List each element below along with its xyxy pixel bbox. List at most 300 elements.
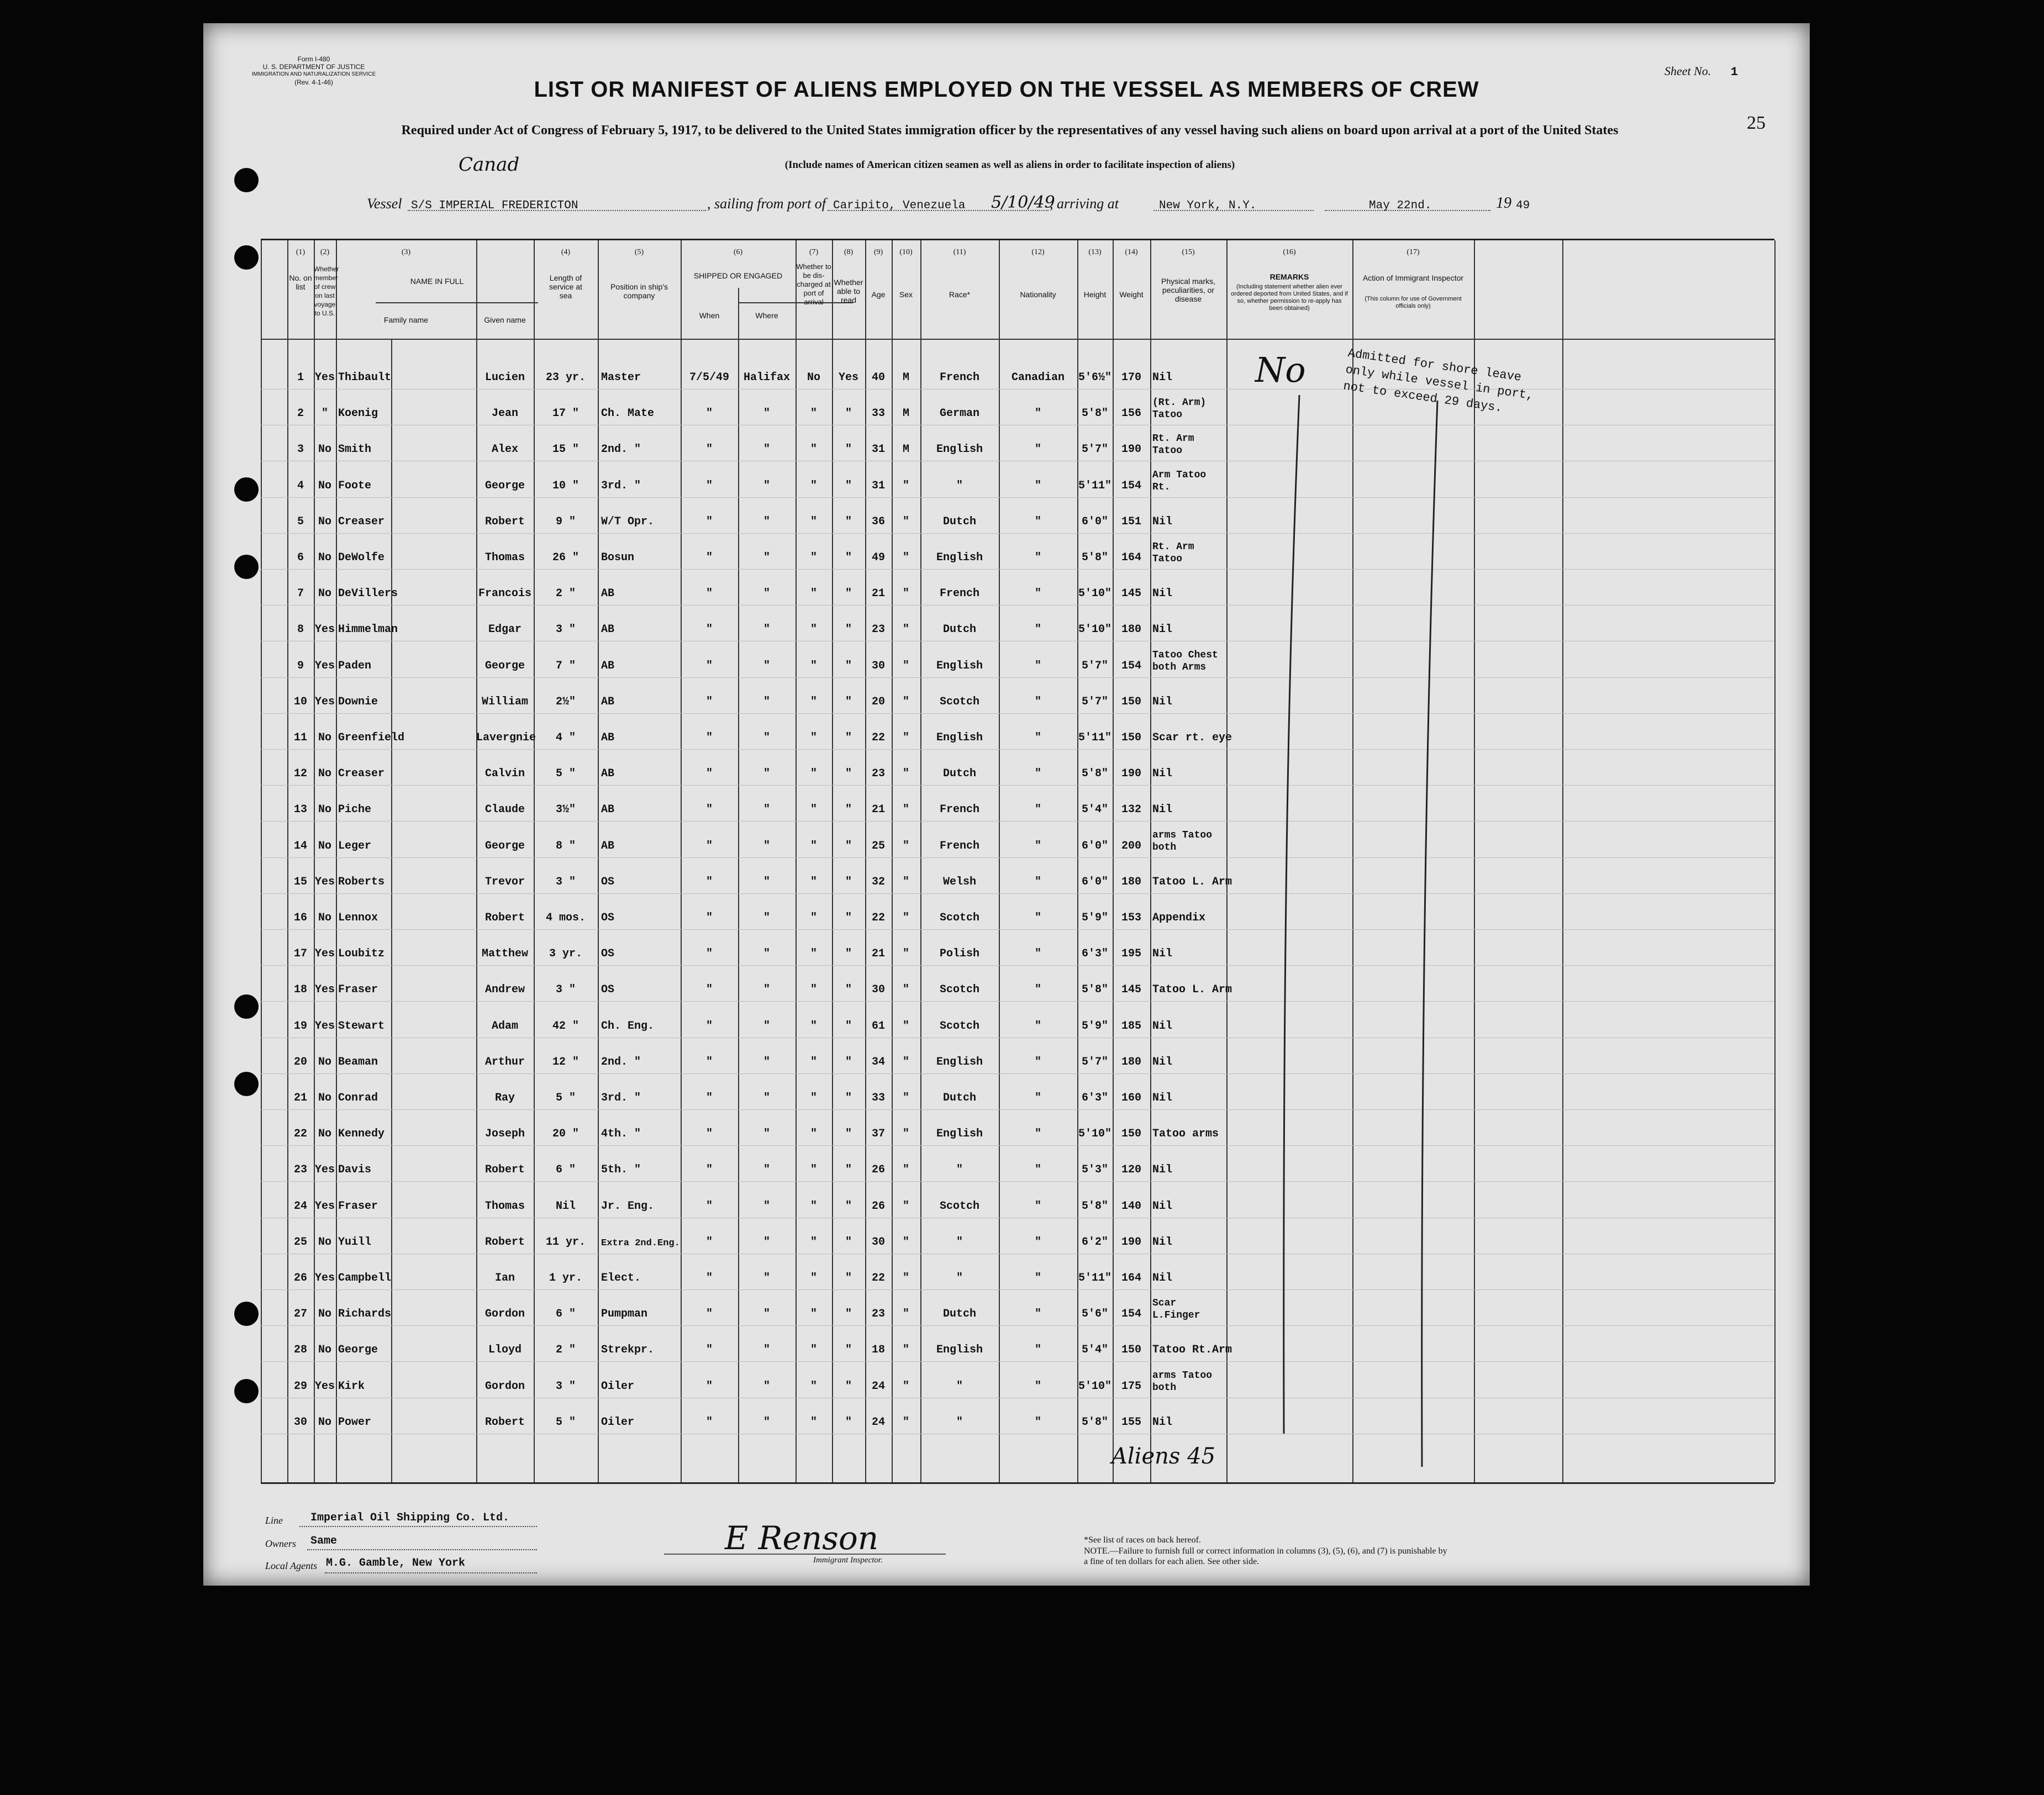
able-to-read: " [845, 515, 852, 528]
row-number: 23 [293, 1164, 307, 1177]
shipped-when: " [705, 1344, 713, 1357]
nationality: " [1034, 659, 1041, 672]
physical-marks: Nil [1152, 515, 1173, 528]
age: 26 [871, 1199, 885, 1213]
table-row [261, 425, 1774, 461]
physical-marks: arms Tatoo both [1152, 829, 1213, 853]
col-height: Height [1083, 290, 1107, 299]
able-to-read: " [845, 1308, 852, 1321]
punch-hole [234, 1302, 259, 1326]
given-name: Gordon [484, 1308, 525, 1321]
col-remarks-note: (Including statement whether alien ever ordered deported from United States, and if so, whether permission to re-apply has been obtained) [1231, 283, 1348, 312]
weight: 185 [1121, 1019, 1141, 1033]
length-of-service: 4 mos. [545, 912, 586, 924]
race: Dutch [942, 623, 976, 636]
col-num-15: (15) [1182, 248, 1195, 256]
race: English [936, 1055, 983, 1068]
height: 5'10" [1078, 1380, 1111, 1393]
col-num-13: (13) [1088, 248, 1102, 256]
age: 18 [871, 1344, 885, 1357]
table-row [261, 749, 1774, 786]
height: 5'7" [1081, 1055, 1108, 1068]
table-row [261, 857, 1774, 894]
nationality: " [1034, 443, 1041, 456]
given-name: Claude [484, 803, 525, 817]
shipped-when: 7/5/49 [689, 371, 729, 384]
family-name: Leger [338, 839, 372, 852]
height: 5'8" [1081, 767, 1108, 781]
able-to-read: " [845, 1199, 852, 1213]
weight: 150 [1121, 1128, 1141, 1141]
owners-value: Same [310, 1535, 338, 1547]
shipped-when: " [705, 1380, 713, 1393]
nationality: " [1034, 1199, 1041, 1213]
table-row [261, 641, 1774, 678]
table-row [261, 1038, 1774, 1074]
family-name: DeVillers [338, 587, 398, 601]
physical-marks: Tatoo L. Arm [1152, 875, 1232, 888]
row-number: 17 [293, 947, 307, 961]
discharged: " [810, 767, 817, 781]
able-to-read: " [845, 1380, 852, 1393]
discharged: " [810, 1272, 817, 1285]
sheet-label: Sheet No. [1664, 64, 1711, 78]
given-name: Robert [484, 912, 525, 924]
height: 5'6½" [1078, 371, 1111, 384]
table-row [261, 1145, 1774, 1182]
shipped-where: " [763, 551, 770, 564]
age: 21 [871, 803, 885, 817]
nationality: " [1034, 1235, 1041, 1249]
sex: " [902, 1272, 909, 1285]
vessel-name: S/S IMPERIAL FREDERICTON [411, 199, 578, 212]
discharged: " [810, 1235, 817, 1249]
col-position: Position in ship's company [610, 282, 668, 300]
race: English [936, 551, 983, 564]
race: Scotch [939, 1019, 979, 1033]
service: IMMIGRATION AND NATURALIZATION SERVICE [251, 71, 376, 77]
col-num-10: (10) [899, 248, 913, 256]
position: 5th. " [601, 1164, 641, 1177]
age: 24 [871, 1380, 885, 1393]
weight: 155 [1121, 1415, 1141, 1429]
shipped-when: " [705, 551, 713, 564]
last-voyage: Yes [314, 1164, 335, 1177]
col-num-11: (11) [953, 248, 966, 256]
able-to-read: " [845, 1272, 852, 1285]
age: 24 [871, 1415, 885, 1429]
last-voyage: No [318, 587, 331, 601]
shipped-where: " [763, 1164, 770, 1177]
shipped-where: " [763, 839, 770, 852]
sex: " [902, 983, 909, 997]
able-to-read: " [845, 767, 852, 781]
family-name: Thibault [338, 371, 392, 384]
discharged: " [810, 587, 817, 601]
last-voyage: No [318, 479, 331, 492]
sex: " [902, 767, 909, 781]
race: Scotch [939, 912, 979, 924]
col-discharged: Whether to be dis-charged at port of arrival [796, 262, 831, 306]
given-name: Lloyd [488, 1344, 521, 1357]
shipped-when: " [705, 1199, 713, 1213]
given-name: Thomas [484, 1199, 525, 1213]
given-name: Adam [491, 1019, 518, 1033]
position: Master [601, 371, 641, 384]
length-of-service: 2 " [555, 1344, 576, 1357]
shipped-where: " [763, 479, 770, 492]
family-name: Creaser [338, 515, 385, 528]
shipped-where: " [763, 623, 770, 636]
race: " [956, 1235, 963, 1249]
nationality: " [1034, 1055, 1041, 1068]
weight: 154 [1121, 1308, 1141, 1321]
discharged: " [810, 479, 817, 492]
nationality: " [1034, 1272, 1041, 1285]
age: 21 [871, 587, 885, 601]
shipped-when: " [705, 1055, 713, 1068]
shipped-when: " [705, 1128, 713, 1141]
race: Dutch [942, 515, 976, 528]
sex: " [902, 1164, 909, 1177]
family-name: Piche [338, 803, 372, 817]
given-name: Ray [494, 1092, 515, 1104]
length-of-service: Nil [555, 1199, 576, 1213]
table-row [261, 1398, 1774, 1434]
last-voyage: No [318, 515, 331, 528]
last-voyage: No [318, 1344, 331, 1357]
discharged: " [810, 443, 817, 456]
nationality: " [1034, 731, 1041, 744]
age: 23 [871, 767, 885, 781]
col-remarks: REMARKS [1269, 272, 1309, 281]
physical-marks: Nil [1152, 1019, 1173, 1033]
position: AB [601, 623, 615, 636]
row-number: 8 [297, 623, 304, 636]
race: " [956, 479, 963, 492]
shipped-when: " [705, 1308, 713, 1321]
discharged: " [810, 695, 817, 708]
physical-marks: Rt. Arm Tatoo [1152, 541, 1194, 565]
physical-marks: Nil [1152, 1235, 1173, 1249]
family-name: Downie [338, 695, 378, 708]
col-num-2: (2) [320, 248, 330, 256]
age: 25 [871, 839, 885, 852]
position: Extra 2nd.Eng. [601, 1238, 680, 1249]
physical-marks: Nil [1152, 1092, 1173, 1104]
sex: " [902, 731, 909, 744]
table-row [261, 1182, 1774, 1218]
nationality: " [1034, 767, 1041, 781]
discharged: " [810, 1380, 817, 1393]
col-nationality: Nationality [1020, 290, 1056, 299]
row-number: 24 [293, 1199, 307, 1213]
length-of-service: 1 yr. [549, 1272, 582, 1285]
row-number: 30 [293, 1415, 307, 1429]
arrival-port: New York, N.Y. [1159, 199, 1257, 212]
remarks-bracket-lines [1228, 384, 1460, 1478]
table-row [261, 822, 1774, 858]
able-to-read: " [845, 875, 852, 888]
age: 21 [871, 947, 885, 961]
row-number: 3 [297, 443, 304, 456]
col-num-7: (7) [809, 248, 819, 256]
col-num-1: (1) [296, 248, 305, 256]
discharged: " [810, 515, 817, 528]
position: 2nd. " [601, 443, 641, 456]
shipped-when: " [705, 623, 713, 636]
weight: 140 [1121, 1199, 1141, 1213]
family-name: Lennox [338, 912, 378, 924]
sex: " [902, 659, 909, 672]
discharged: " [810, 1019, 817, 1033]
height: 5'6" [1081, 1308, 1108, 1321]
year: 49 [1516, 199, 1530, 212]
age: 26 [871, 1164, 885, 1177]
punch-hole [234, 1379, 259, 1403]
sex: " [902, 1380, 909, 1393]
sailing-label: , sailing from port of [707, 196, 826, 212]
height: 6'0" [1081, 515, 1108, 528]
table-row [261, 389, 1774, 425]
able-to-read: " [845, 443, 852, 456]
race: Welsh [942, 875, 976, 888]
family-name: Kennedy [338, 1128, 385, 1141]
row-number: 2 [297, 407, 304, 420]
weight: 200 [1121, 839, 1141, 852]
height: 5'7" [1081, 659, 1108, 672]
given-name: Andrew [484, 983, 525, 997]
nationality: " [1034, 1128, 1041, 1141]
length-of-service: 3 " [555, 623, 576, 636]
given-name: Robert [484, 1415, 525, 1429]
height: 5'11" [1078, 1272, 1111, 1285]
weight: 190 [1121, 767, 1141, 781]
family-name: Koenig [338, 407, 378, 420]
row-number: 25 [293, 1235, 307, 1249]
age: 30 [871, 983, 885, 997]
given-name: Alex [491, 443, 518, 456]
physical-marks: Appendix [1152, 912, 1206, 924]
nationality: " [1034, 1092, 1041, 1104]
weight: 154 [1121, 479, 1141, 492]
vessel-label: Vessel [367, 196, 402, 212]
able-to-read: " [845, 659, 852, 672]
form-title: LIST OR MANIFEST OF ALIENS EMPLOYED ON THE VESSEL AS MEMBERS OF CREW [534, 77, 1479, 102]
nationality: Canadian [1011, 371, 1065, 384]
sex: " [902, 587, 909, 601]
sex: " [902, 1055, 909, 1068]
shipped-where: " [763, 587, 770, 601]
col-given-name: Given name [484, 315, 526, 324]
row-number: 13 [293, 803, 307, 817]
weight: 195 [1121, 947, 1141, 961]
row-number: 7 [297, 587, 304, 601]
age: 40 [871, 371, 885, 384]
discharged: " [810, 659, 817, 672]
row-number: 16 [293, 912, 307, 924]
shipped-when: " [705, 443, 713, 456]
shipped-where: Halifax [743, 371, 790, 384]
height: 5'8" [1081, 983, 1108, 997]
last-voyage: No [318, 1415, 331, 1429]
sex: " [902, 1344, 909, 1357]
weight: 190 [1121, 1235, 1141, 1249]
shipped-where: " [763, 1272, 770, 1285]
col-sex: Sex [899, 290, 913, 299]
race: French [939, 803, 979, 817]
position: AB [601, 695, 615, 708]
shipped-when: " [705, 1092, 713, 1104]
physical-marks: Nil [1152, 1415, 1173, 1429]
weight: 190 [1121, 443, 1141, 456]
shipped-where: " [763, 875, 770, 888]
sex: " [902, 1092, 909, 1104]
col-race: Race* [949, 290, 971, 299]
shipped-when: " [705, 695, 713, 708]
col-no-on-list: No. on list [289, 273, 312, 291]
family-name: Fraser [338, 1199, 378, 1213]
age: 34 [871, 1055, 885, 1068]
table-row [261, 785, 1774, 822]
able-to-read: " [845, 1128, 852, 1141]
physical-marks: Tatoo Chest both Arms [1152, 649, 1218, 673]
last-voyage: Yes [314, 1380, 335, 1393]
nationality: " [1034, 623, 1041, 636]
height: 5'4" [1081, 803, 1108, 817]
physical-marks: Nil [1152, 623, 1173, 636]
race: " [956, 1415, 963, 1429]
discharged: " [810, 1199, 817, 1213]
position: Oiler [601, 1380, 635, 1393]
able-to-read: " [845, 731, 852, 744]
col-shipped-engaged: SHIPPED OR ENGAGED [693, 271, 783, 280]
form-number: Form I-480 [297, 55, 330, 63]
age: 31 [871, 443, 885, 456]
shipped-when: " [705, 839, 713, 852]
shipped-when: " [705, 1164, 713, 1177]
discharged: " [810, 731, 817, 744]
agents-label: Local Agents [265, 1560, 318, 1571]
col-num-12: (12) [1031, 248, 1045, 256]
sex: " [902, 947, 909, 961]
physical-marks: (Rt. Arm) Tatoo [1152, 397, 1207, 421]
row-number: 5 [297, 515, 304, 528]
able-to-read: " [845, 479, 852, 492]
owners-label: Owners [265, 1538, 297, 1549]
shipped-when: " [705, 803, 713, 817]
weight: 180 [1121, 623, 1141, 636]
discharged: " [810, 1164, 817, 1177]
physical-marks: Tatoo arms [1152, 1128, 1219, 1141]
given-name: Robert [484, 515, 525, 528]
shipped-where: " [763, 659, 770, 672]
last-voyage: Yes [314, 659, 335, 672]
height: 5'8" [1081, 407, 1108, 420]
col-length-service: Length of service at sea [549, 273, 582, 300]
table-row [261, 1325, 1774, 1362]
weight: 145 [1121, 983, 1141, 997]
discharged: No [807, 371, 820, 384]
weight: 180 [1121, 1055, 1141, 1068]
able-to-read: " [845, 1019, 852, 1033]
shipped-where: " [763, 1235, 770, 1249]
height: 6'3" [1081, 1092, 1108, 1104]
weight: 151 [1121, 515, 1141, 528]
height: 5'11" [1078, 479, 1111, 492]
race: English [936, 659, 983, 672]
able-to-read: " [845, 1092, 852, 1104]
family-name: Power [338, 1415, 372, 1429]
family-name: Paden [338, 659, 372, 672]
race: French [939, 371, 979, 384]
table-row [261, 533, 1774, 570]
sex: " [902, 912, 909, 924]
shipped-when: " [705, 947, 713, 961]
last-voyage: Yes [314, 1272, 335, 1285]
height: 5'10" [1078, 1128, 1111, 1141]
family-name: Loubitz [338, 947, 385, 961]
physical-marks: Nil [1152, 803, 1173, 817]
family-name: Yuill [338, 1235, 372, 1249]
height: 5'7" [1081, 443, 1108, 456]
table-row [261, 497, 1774, 534]
discharged: " [810, 1308, 817, 1321]
given-name: George [484, 839, 525, 852]
length-of-service: 5 " [555, 1092, 576, 1104]
physical-marks: Scar rt. eye [1152, 731, 1232, 744]
family-name: Fraser [338, 983, 378, 997]
length-of-service: 3 yr. [549, 947, 582, 961]
height: 6'3" [1081, 947, 1108, 961]
nationality: " [1034, 803, 1041, 817]
manifest-footer [261, 1493, 1774, 1576]
shipped-where: " [763, 912, 770, 924]
last-voyage: Yes [314, 1019, 335, 1033]
row-number: 29 [293, 1380, 307, 1393]
vessel-line [203, 189, 1810, 217]
last-voyage: No [318, 1055, 331, 1068]
age: 33 [871, 407, 885, 420]
col-num-9: (9) [873, 248, 883, 256]
race: Scotch [939, 1199, 979, 1213]
col-physical-marks: Physical marks, peculiarities, or disease [1161, 277, 1216, 303]
height: 6'0" [1081, 875, 1108, 888]
line-value: Imperial Oil Shipping Co. Ltd. [310, 1512, 510, 1524]
shipped-where: " [763, 803, 770, 817]
inspector-label: Immigrant Inspector. [813, 1556, 883, 1565]
weight: 175 [1121, 1380, 1141, 1393]
shipped-where: " [763, 947, 770, 961]
last-voyage: No [318, 551, 331, 564]
line-label: Line [265, 1515, 283, 1526]
weight: 160 [1121, 1092, 1141, 1104]
height: 5'9" [1081, 912, 1108, 924]
family-name: Foote [338, 479, 372, 492]
position: OS [601, 947, 615, 961]
row-number: 27 [293, 1308, 307, 1321]
position: Strekpr. [601, 1344, 655, 1357]
table-row [261, 929, 1774, 966]
given-name: Gordon [484, 1380, 525, 1393]
table-row [261, 1073, 1774, 1110]
length-of-service: 12 " [552, 1055, 579, 1068]
weight: 154 [1121, 659, 1141, 672]
sex: " [902, 1128, 909, 1141]
position: 2nd. " [601, 1055, 641, 1068]
nationality: " [1034, 1308, 1041, 1321]
agents-value: M.G. Gamble, New York [326, 1557, 466, 1570]
